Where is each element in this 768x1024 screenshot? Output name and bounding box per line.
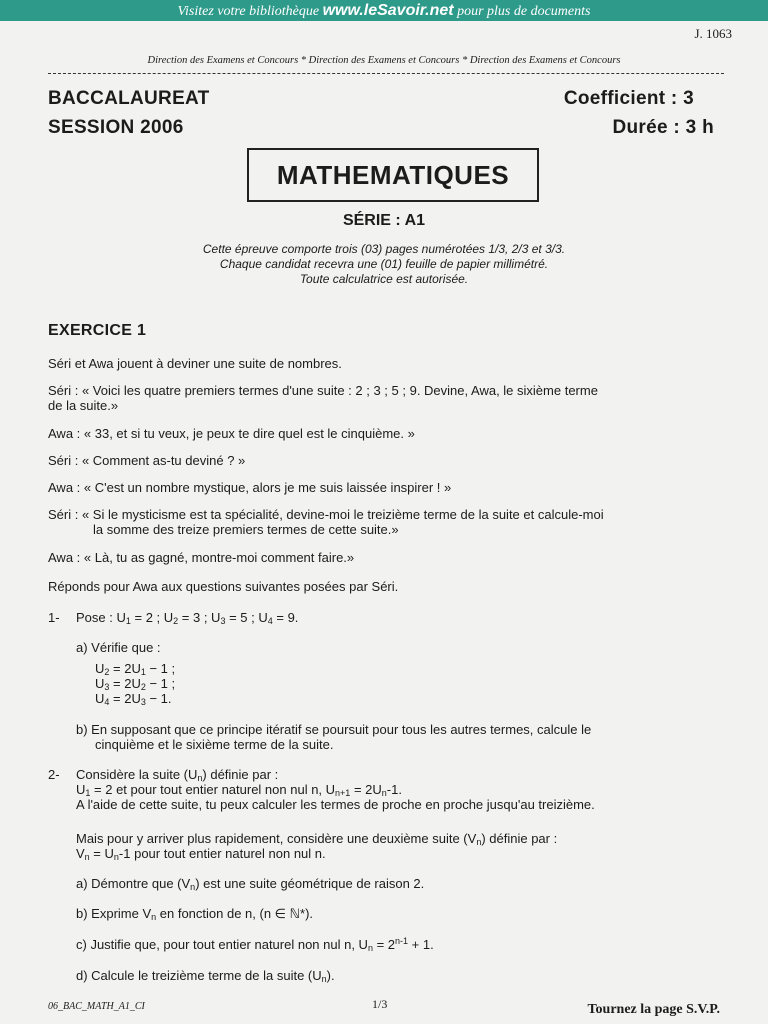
- serie-label: SÉRIE : A1: [342, 212, 426, 229]
- session-label: SESSION 2006: [48, 117, 184, 138]
- dialogue-line: Séri : « Voici les quatre premiers termes d'une suite : 2 ; 3 ; 5 ; 9. Devine, Awa, le sixième terme: [48, 383, 598, 398]
- dialogue-line: Awa : « 33, et si tu veux, je peux te dire quel est le cinquième. »: [48, 426, 415, 441]
- question-1b-text: cinquième et le sixième terme de la suite.: [95, 737, 334, 752]
- document-reference: J. 1063: [694, 26, 732, 41]
- duration-label: Durée : 3 h: [612, 117, 714, 138]
- dialogue-line: Awa : « C'est un nombre mystique, alors je me suis laissée inspirer ! »: [48, 480, 452, 495]
- dialogue-line: de la suite.»: [48, 398, 119, 413]
- page-number: 1/3: [372, 997, 388, 1011]
- dialogue-line: Séri : « Comment as-tu deviné ? »: [48, 453, 246, 468]
- intro-line-1: Cette épreuve comporte trois (03) pages numérotées 1/3, 2/3 et 3/3.: [202, 242, 566, 256]
- instruction-line: Réponds pour Awa aux questions suivantes posées par Séri.: [48, 579, 399, 594]
- question-number: 2-: [48, 767, 60, 782]
- question-2d-text: d) Calcule le treizième terme de la suite $(U_n)$.: [76, 968, 335, 984]
- question-2-text: $V_n = U_n-1$ pour tout entier naturel non nul n.: [76, 846, 326, 862]
- exam-name: BACCALAUREAT: [48, 88, 210, 109]
- dialogue-line: Séri : « Si le mysticisme est ta spécialité, devine-moi le treizième terme de la suite et calcule-moi: [48, 507, 604, 522]
- recurrence-line: $U_2 = 2U_1 - 1$ ;: [95, 661, 176, 677]
- question-1b-text: b) En supposant que ce principe itératif se poursuit pour tous les autres termes, calcule le: [76, 722, 592, 737]
- intro-line-2: Chaque candidat recevra une (01) feuille de papier millimétré.: [219, 257, 549, 271]
- subject-title: MATHEMATIQUES: [247, 148, 539, 202]
- footer-code: 06_BAC_MATH_A1_CI: [48, 1001, 145, 1012]
- directorate-line: Direction des Examens et Concours * Direction des Examens et Concours * Direction des Examens et Concours: [147, 55, 621, 66]
- question-1-text: Pose : $U_1 = 2$ ; $U_2 = 3$ ; $U_3 = 5$ ; $U_4 = 9$.: [76, 610, 299, 626]
- banner-site[interactable]: www.leSavoir.net: [322, 2, 454, 19]
- header-rule: [48, 73, 724, 74]
- question-2a-text: a) Démontre que $(V_n)$ est une suite géométrique de raison 2.: [76, 876, 425, 892]
- dialogue-line: Awa : « Là, tu as gagné, montre-moi comment faire.»: [48, 550, 355, 565]
- question-2-text: Mais pour y arriver plus rapidement, considère une deuxième suite $(V_n)$ définie par :: [76, 831, 558, 847]
- exercise-title: EXERCICE 1: [48, 322, 147, 339]
- question-2-text: A l'aide de cette suite, tu peux calculer les termes de proche en proche jusqu'au treizième.: [76, 797, 595, 812]
- question-number: 1-: [48, 610, 60, 625]
- question-2c-text: c) Justifie que, pour tout entier naturel non nul n, $U_n = 2^{n-1} + 1$.: [76, 936, 434, 953]
- banner-suffix: pour plus de documents: [453, 4, 591, 19]
- turn-page-note: Tournez la page S.V.P.: [587, 1002, 720, 1017]
- question-2-text: Considère la suite $(U_n)$ définie par :: [76, 767, 279, 783]
- question-2-text: $U_1 = 2$ et pour tout entier naturel non nul n, $U_{n+1} = 2U_n-1$.: [76, 782, 402, 798]
- question-1a-text: a) Vérifie que :: [76, 640, 161, 655]
- question-2b-text: b) Exprime $V_n$ en fonction de n, (n ∈ ℕ*).: [76, 906, 314, 922]
- coefficient-label: Coefficient : 3: [563, 88, 694, 109]
- site-banner[interactable]: [0, 0, 768, 21]
- intro-line-3: Toute calculatrice est autorisée.: [299, 272, 469, 286]
- dialogue-line: Séri et Awa jouent à deviner une suite de nombres.: [48, 356, 342, 371]
- dialogue-line: la somme des treize premiers termes de cette suite.»: [93, 522, 399, 537]
- recurrence-line: $U_3 = 2U_2 - 1$ ;: [95, 676, 176, 692]
- recurrence-line: $U_4 = 2U_3 - 1$.: [95, 691, 172, 707]
- banner-prefix: Visitez votre bibliothèque: [177, 4, 323, 19]
